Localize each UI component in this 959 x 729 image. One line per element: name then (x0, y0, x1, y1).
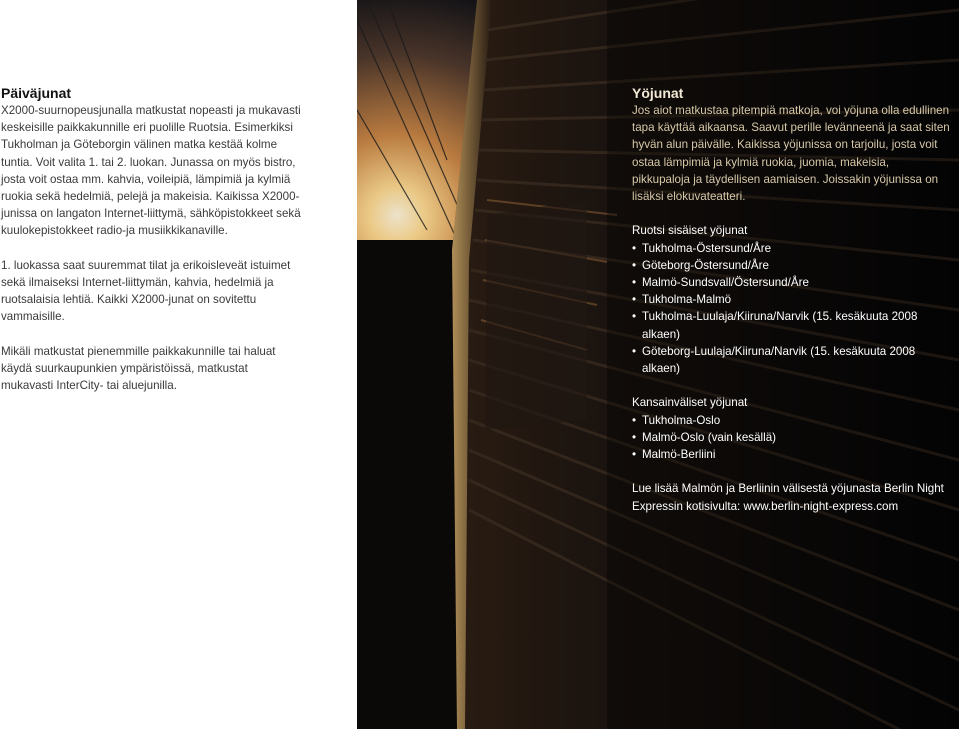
list-item: • Tukholma-Östersund/Åre (632, 240, 950, 257)
domestic-night-trains-title: Ruotsi sisäiset yöjunat (632, 224, 748, 238)
list-item: • Tukholma-Malmö (632, 291, 950, 308)
night-trains-column (632, 84, 950, 515)
international-night-trains-title: Kansainväliset yöjunat (632, 396, 748, 410)
day-trains-paragraph-2: 1. luokassa saat suuremmat tilat ja erikoisleveät istuimet sekä ilmaiseksi Internet-liittymän, kahvia, hedelmiä ja ruotsalaisia lehtiä. Kaikki X2000-junat on sovitettu vammaisille. (1, 258, 291, 324)
list-item: • Tukholma-Oslo (632, 412, 950, 429)
night-trains-heading: Yöjunat (632, 85, 684, 101)
list-item: • Malmö-Oslo (vain kesällä) (632, 429, 950, 446)
list-item: • Göteborg-Luulaja/Kiiruna/Narvik (15. kesäkuuta 2008 alkaen) (632, 343, 950, 377)
day-trains-paragraph-1: X2000-suurnopeusjunalla matkustat nopeasti ja mukavasti keskeisille paikkakunnille eri puolille Ruotsia. Esimerkiksi Tukholman ja Göteborgin välinen matka kestää kolme tuntia. Voit valita 1. tai 2. luokan. Junassa on myös bistro, josta voit ostaa mm. kahvia, voileipiä, lämpimiä ja kylmiä ruokia sekä hedelmiä, pelejä ja makeisia. Kaikissa X2000-junissa on langaton Internet-liittymä, sähköpistokkeet sekä kuulokepistokkeet radio-ja musiikkikanaville. (1, 104, 301, 238)
list-item: • Malmö-Sundsvall/Östersund/Åre (632, 274, 950, 291)
day-trains-paragraph-3: Mikäli matkustat pienemmille paikkakunnille tai haluat käydä suurkaupunkien ympäristöissä, matkustat mukavasti InterCity- tai aluejunilla. (1, 344, 276, 393)
day-trains-column (1, 84, 301, 412)
international-routes-list (632, 412, 950, 464)
list-item: • Tukholma-Luulaja/Kiiruna/Narvik (15. kesäkuuta 2008 alkaen) (632, 308, 950, 342)
day-trains-heading: Päiväjunat (1, 85, 72, 101)
berlin-night-express-note: Lue lisää Malmön ja Berliinin välisestä yöjunasta Berlin Night Expressin kotisivulta: www.berlin-night-express.com (632, 482, 944, 513)
night-trains-intro: Jos aiot matkustaa pitempiä matkoja, voi yöjuna olla edullinen tapa käyttää aikaansa. Saavut perille levänneenä ja saat siten hyvän alun päivälle. Kaikissa yöjunissa on tarjoilu, josta voit ostaa lämpimiä ja kylmiä ruokia, juomia, makeisia, pikkupaloja ja täydellisen aamiaisen. Joissakin yöjunissa on lisäksi elokuvateatteri. (632, 104, 950, 204)
list-item: • Malmö-Berliini (632, 446, 950, 463)
domestic-routes-list (632, 240, 950, 378)
list-item: • Göteborg-Östersund/Åre (632, 257, 950, 274)
